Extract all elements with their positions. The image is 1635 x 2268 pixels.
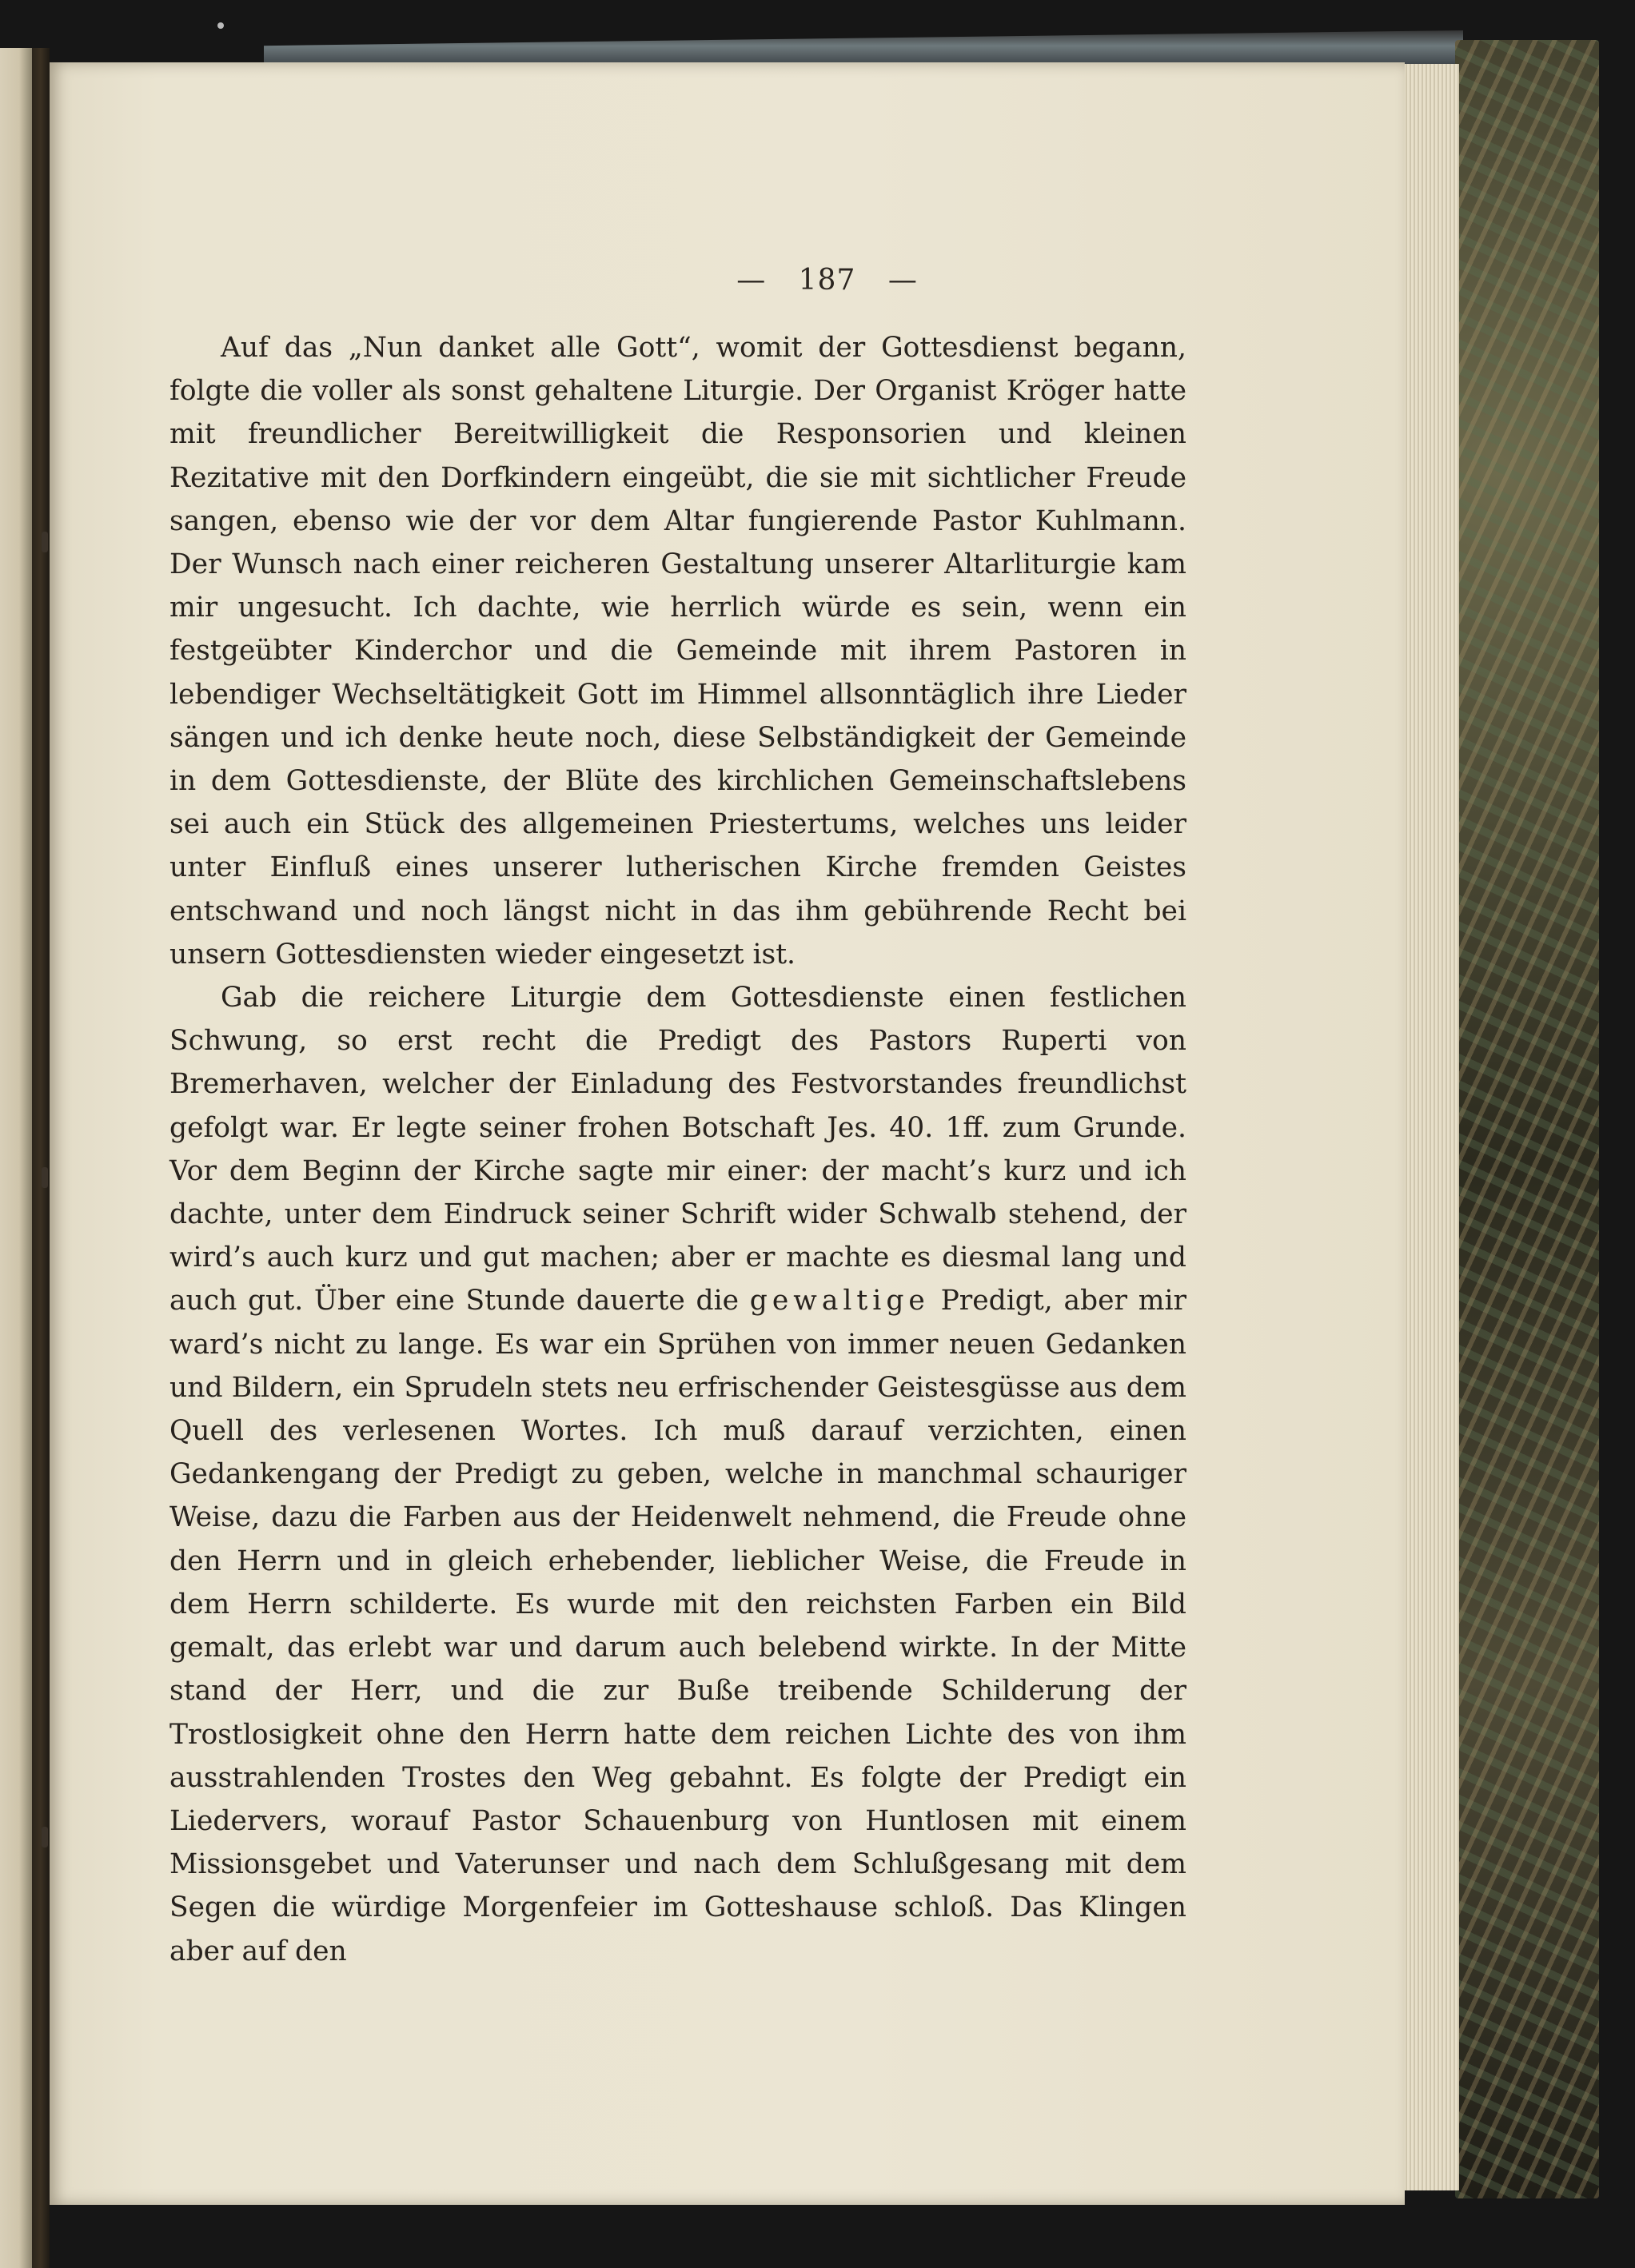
book-page: [50, 62, 1405, 2205]
emphasized-word: gewaltige: [749, 1285, 930, 1317]
paragraph-1: Auf das „Nun danket alle Gott“, womit der Gottesdienst begann, folgte die voller als sonst gehaltene Liturgie. Der Organist Kröger hatte mit freundlicher Bereitwilligkeit die Responsorien und kleinen Rezitative mit den Dorfkindern eingeübt, die sie mit sichtlicher Freude sangen, ebenso wie der vor dem Altar fungierende Pastor Kuhlmann. Der Wunsch nach einer reicheren Gestaltung unserer Altarliturgie kam mir ungesucht. Ich dachte, wie herrlich würde es sein, wenn ein festgeübter Kinderchor und die Gemeinde mit ihrem Pastoren in lebendiger Wechseltätigkeit Gott im Himmel allsonntäglich ihre Lieder sängen und ich denke heute noch, diese Selbständigkeit der Gemeinde in dem Gottesdienste, der Blüte des kirchlichen Gemeinschaftslebens sei auch ein Stück des allgemeinen Priestertums, welches uns leider unter Einfluß eines unserer lutherischen Kirche fremden Geistes entschwand und noch längst nicht in das ihm gebührende Recht bei unsern Gottesdiensten wieder eingesetzt ist.: [169, 332, 1186, 971]
header-dash-right: —: [887, 264, 918, 297]
paragraph-2-part-1: Gab die reichere Liturgie dem Gottesdienste einen festlichen Schwung, so erst recht die Predigt des Pastors Ruperti von Bremerhaven, welcher der Einladung des Festvorstandes freundlichst gefolgt war. Er legte seiner frohen Botschaft Jes. 40. 1ff. zum Grunde. Vor dem Beginn der Kirche sagte mir einer: der macht’s kurz und ich dachte, unter dem Eindruck seiner Schrift wider Schwalb stehend, der wird’s auch kurz und gut machen; aber er machte es diesmal lang und auch gut. Über eine Stunde dauerte die: [169, 982, 1186, 1317]
paragraph-2-part-2: Predigt, aber mir ward’s nicht zu lange. Es war ein Sprühen von immer neuen Gedanken und Bildern, ein Sprudeln stets neu erfrischender Geistesgüsse aus dem Quell des verlesenen Wortes. Ich muß darauf verzichten, einen Gedankengang der Predigt zu geben, welche in manchmal schauriger Weise, dazu die Farben aus der Heidenwelt nehmend, die Freude ohne den Herrn und in gleich erhebender, lieblicher Weise, die Freude in dem Herrn schilderte. Es wurde mit den reichsten Farben ein Bild gemalt, das erlebt war und darum auch belebend wirkte. In der Mitte stand der Herr, und die zur Buße treibende Schilderung der Trostlosigkeit ohne den Herrn hatte dem reichen Lichte des von ihm ausstrahlenden Trostes den Weg gebahnt. Es folgte der Predigt ein Liedervers, worauf Pastor Schauenburg von Huntlosen mit einem Missionsgebet und Vaterunser und nach dem Schlußgesang mit dem Segen die würdige Morgenfeier im Gotteshause schloß. Das Klingen aber auf den: [169, 1285, 1186, 1967]
page-header: [50, 264, 1405, 297]
paragraph-2: [169, 976, 1186, 1973]
body-text: [169, 326, 1186, 1973]
binding-thread-mark: [42, 532, 48, 552]
header-dash-left: —: [736, 264, 767, 297]
dust-speck: [217, 22, 224, 29]
page-number: 187: [798, 264, 856, 297]
marbled-cover-edge: [1455, 40, 1599, 2198]
facing-page-edge: [0, 48, 32, 2268]
book-gutter: [32, 48, 50, 2268]
page-stack-edges: [1399, 64, 1459, 2190]
binding-thread-mark: [42, 1827, 48, 1847]
binding-thread-mark: [42, 1167, 48, 1188]
